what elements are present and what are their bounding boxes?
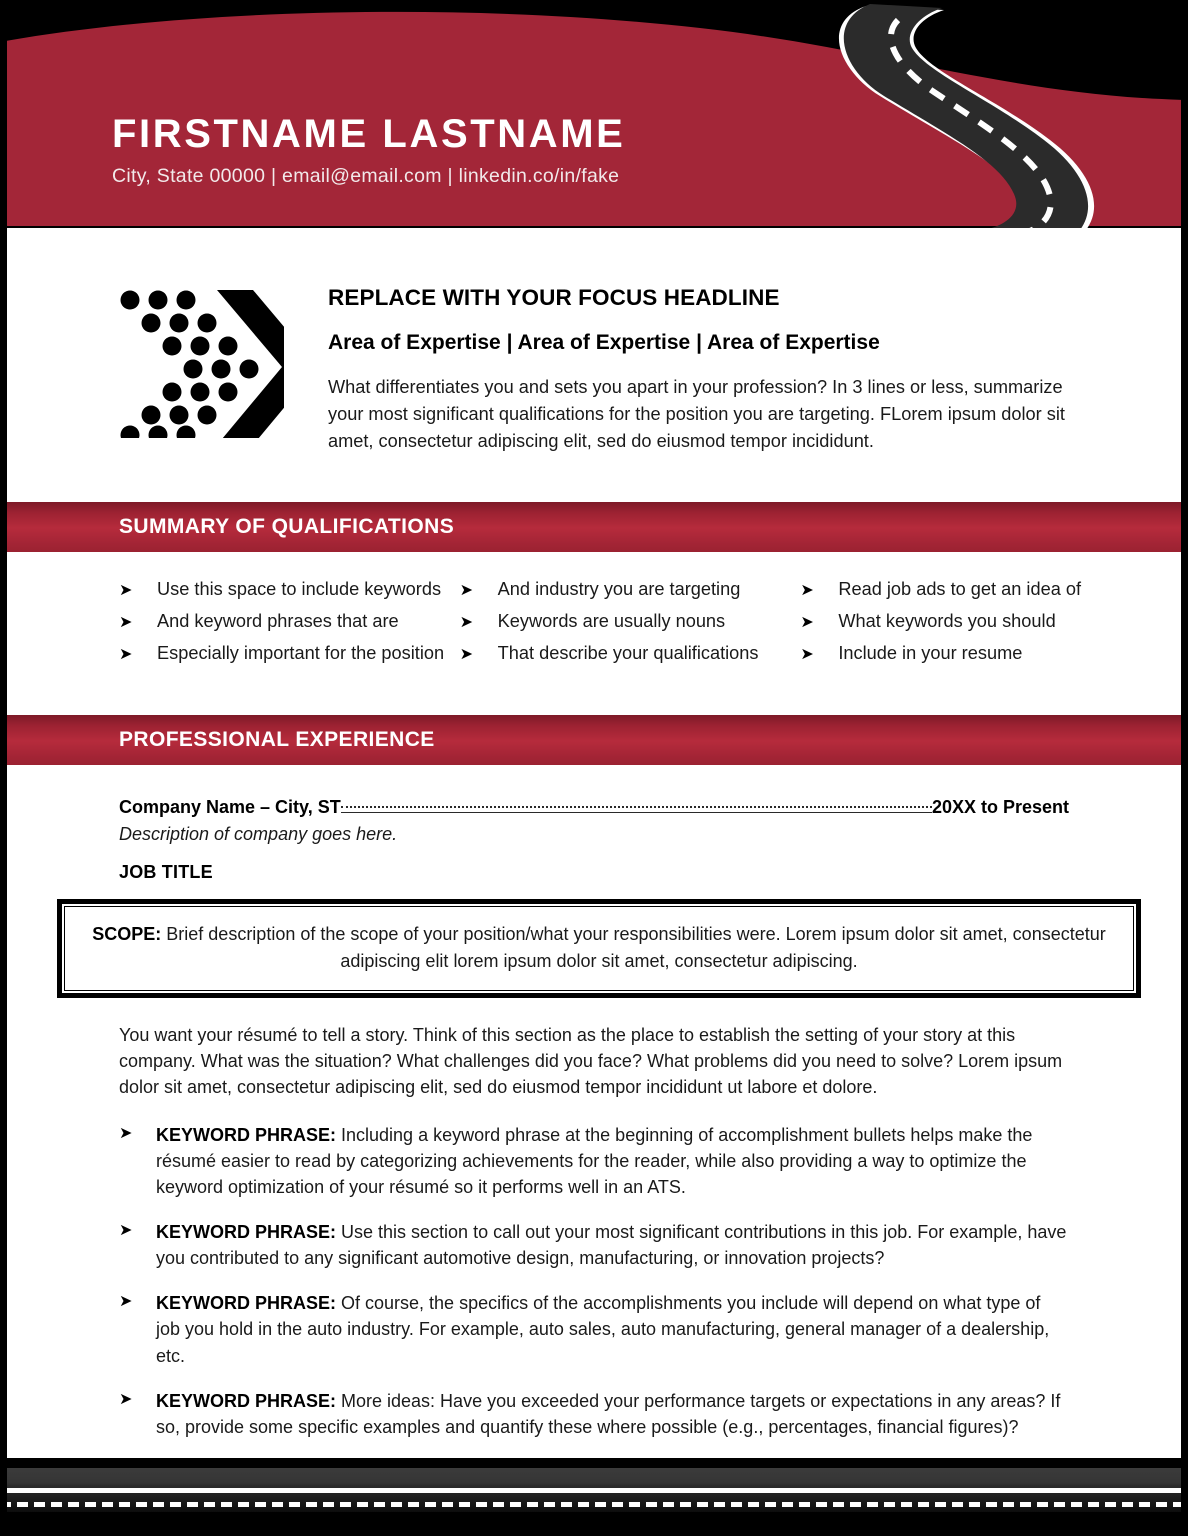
scope-box-inner [64, 906, 1134, 990]
resume-body [7, 234, 1181, 1536]
experience-narrative: You want your résumé to tell a story. Think of this section as the place to establish the setting of your story at this company. What was the situation? What challenges did you face? What problems did you need to solve? Lorem ipsum dolor sit amet, consectetur adipiscing elit, sed do eiusmod tempor incididunt ut labore et dolore. [119, 1024, 1063, 1097]
list-item [460, 644, 789, 663]
bullet-text [156, 1388, 1069, 1440]
arrow-bullet-icon: ➤ [800, 614, 814, 632]
bullet-text [156, 1290, 1069, 1368]
road-edge-line [0, 1488, 1188, 1493]
job-title: JOB TITLE [119, 862, 213, 883]
list-item [460, 612, 789, 631]
employment-dates: 20XX to Present [931, 797, 1069, 818]
arrow-bullet-icon: ➤ [119, 1390, 133, 1408]
bullet-label: KEYWORD PHRASE: [156, 1124, 337, 1145]
arrow-bullet-icon: ➤ [459, 646, 474, 664]
qualifications-columns [7, 552, 1181, 689]
section-title-experience: PROFESSIONAL EXPERIENCE [119, 728, 435, 752]
list-item [119, 644, 448, 663]
list-item-label: And industry you are targeting [497, 579, 741, 600]
arrow-bullet-icon: ➤ [800, 582, 814, 600]
bullet-text [156, 1122, 1069, 1200]
list-item [119, 1388, 1069, 1440]
section-bar-summary [0, 502, 1188, 552]
bullet-label: KEYWORD PHRASE: [156, 1293, 337, 1314]
company-header-row [119, 795, 1069, 818]
bullet-body: Use this section to call out your most significant contributions in this job. For example, have you contributed to any significant automotive design, manufacturing, or innovation projects? [156, 1222, 1067, 1269]
header-banner [0, 0, 1188, 234]
arrow-bullet-icon: ➤ [800, 646, 814, 664]
experience-entry [7, 765, 1181, 883]
company-name: Company Name – City, ST [119, 797, 341, 818]
road-center-dashes [0, 1502, 1188, 1507]
focus-headline: REPLACE WITH YOUR FOCUS HEADLINE [328, 285, 780, 310]
bullet-text [156, 1219, 1069, 1271]
list-item [119, 580, 448, 599]
areas-of-expertise: Area of Expertise | Area of Expertise | Area of Expertise [328, 331, 880, 354]
arrow-bullet-icon: ➤ [119, 1293, 133, 1311]
section-bar-experience [0, 715, 1188, 765]
list-item [800, 580, 1129, 599]
arrow-bullet-icon: ➤ [459, 582, 474, 600]
scope-body: Brief description of the scope of your position/what your responsibilities were. Lorem ipsum dolor sit amet, consectetur adipiscing elit lorem ipsum dolor sit amet, consectetur adipiscing. [161, 924, 1106, 971]
scope-label: SCOPE: [92, 924, 162, 945]
bullet-body: Of course, the specifics of the accomplishments you include will depend on what type of job you hold in the auto industry. For example, auto sales, auto manufacturing, general manager of a dealership, etc. [156, 1293, 1050, 1366]
arrow-bullet-icon: ➤ [119, 646, 133, 664]
scope-box [57, 899, 1141, 997]
list-item [119, 612, 448, 631]
list-item [119, 1122, 1069, 1200]
bullet-body: Including a keyword phrase at the beginning of accomplishment bullets helps make the résumé easier to read by categorizing achievements for the reader, while also providing a way to optimize the keyword optimization of your résumé so it performs well in an ATS. [156, 1124, 1033, 1198]
list-item [800, 644, 1129, 663]
list-item-label: Read job ads to get an idea of [838, 579, 1082, 600]
list-item [800, 612, 1129, 631]
dot-leader [341, 795, 932, 813]
focus-text-block [284, 282, 1081, 454]
contact-line: City, State 00000 | email@email.com | linkedin.co/in/fake [112, 165, 620, 187]
scope-text [91, 921, 1107, 973]
qualifications-column-2 [460, 580, 801, 663]
header-text-block [112, 112, 625, 188]
logo-container [119, 282, 284, 438]
list-item-label: Keywords are usually nouns [497, 611, 726, 632]
list-item-label: Especially important for the position [157, 643, 445, 664]
arrow-bullet-icon: ➤ [119, 614, 133, 632]
list-item-label: That describe your qualifications [497, 643, 759, 664]
focus-paragraph: What differentiates you and sets you apart in your profession? In 3 lines or less, summarize your most significant qualifications for the position you are targeting. FLorem ipsum dolor sit amet, consectetur adipiscing elit, sed do eiusmod tempor incididunt. [328, 377, 1065, 451]
footer-black-band [0, 1512, 1188, 1536]
arrow-bullet-icon: ➤ [459, 614, 474, 632]
focus-block [7, 234, 1181, 454]
qualifications-column-1 [119, 580, 460, 663]
list-item-label: What keywords you should [838, 611, 1056, 632]
company-description: Description of company goes here. [119, 824, 398, 845]
bullet-body: More ideas: Have you exceeded your performance targets or expectations in any areas? If so, provide some specific examples and quantify these where possible (e.g., percentages, financial figures)? [156, 1390, 1061, 1437]
section-title-summary: SUMMARY OF QUALIFICATIONS [119, 515, 455, 539]
list-item-label: Include in your resume [838, 643, 1023, 664]
dotted-chevron-arrow-icon [119, 288, 284, 438]
candidate-name: FIRSTNAME LASTNAME [112, 112, 626, 156]
bullet-label: KEYWORD PHRASE: [156, 1222, 337, 1243]
bullet-label: KEYWORD PHRASE: [156, 1390, 337, 1411]
list-item [460, 580, 789, 599]
arrow-bullet-icon: ➤ [119, 1124, 133, 1142]
arrow-bullet-icon: ➤ [119, 1222, 133, 1240]
list-item [119, 1290, 1069, 1368]
arrow-bullet-icon: ➤ [119, 582, 133, 600]
footer-road-graphic [0, 1460, 1188, 1536]
list-item-label: Use this space to include keywords [157, 579, 442, 600]
qualifications-column-3 [800, 580, 1141, 663]
list-item-label: And keyword phrases that are [157, 611, 399, 632]
list-item [119, 1219, 1069, 1271]
